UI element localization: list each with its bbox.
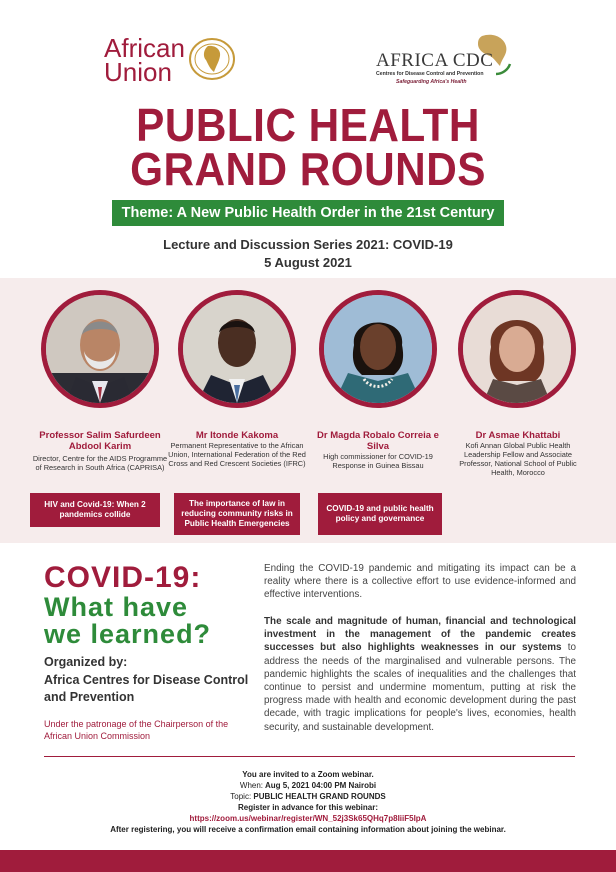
series-info <box>0 236 616 272</box>
africa-cdc-logo-title: AFRICA CDC <box>376 50 494 71</box>
intro-paragraph: Ending the COVID-19 pandemic and mitigating its impact can be a reality where there is a collective effort to use evidence-informed and effective interventions. <box>264 563 576 601</box>
covid-title: COVID-19: <box>44 561 202 594</box>
speaker-name-4: Dr Asmae Khattabi <box>475 430 561 441</box>
speaker-photo-2 <box>178 290 296 408</box>
webinar-topic <box>0 792 616 802</box>
topic-label: Topic: <box>230 792 252 801</box>
webinar-invite: You are invited to a Zoom webinar. <box>242 770 374 779</box>
topic-value: PUBLIC HEALTH GRAND ROUNDS <box>253 792 386 801</box>
talk-title-2: The importance of law in reducing community risks in Public Health Emergencies <box>174 493 300 535</box>
body-paragraph <box>264 615 576 734</box>
speaker-role-3: High commissioner for COVID-19 Response in Guinea Bissau <box>323 452 433 470</box>
speaker-photo-4 <box>458 290 576 408</box>
au-logo-line2: Union <box>104 57 172 87</box>
series-title: Lecture and Discussion Series 2021: COVID-19 <box>163 237 453 252</box>
au-logo-line1: African <box>104 33 185 63</box>
event-date: 5 August 2021 <box>264 255 352 270</box>
webinar-when <box>0 781 616 791</box>
section-divider <box>44 756 575 757</box>
talk-title-3: COVID-19 and public health policy and governance <box>318 493 442 535</box>
african-union-emblem-icon <box>186 36 238 82</box>
talk-title-1: HIV and Covid-19: When 2 pandemics collide <box>30 493 160 527</box>
speaker-role-4: Kofi Annan Global Public Health Leadership Fellow and Associate Professor, National School of Public Health, Morocco <box>459 441 577 477</box>
footer-bar <box>0 850 616 872</box>
theme-banner: Theme: A New Public Health Order in the 21st Century <box>112 200 504 226</box>
speaker-name-3: Dr Magda Robalo Correia e Silva <box>317 430 439 452</box>
covid-subtitle-line1: What have <box>44 592 189 622</box>
page-title <box>25 99 592 195</box>
when-value: Aug 5, 2021 04:00 PM Nairobi <box>264 781 377 790</box>
title-line2: GRAND ROUNDS <box>130 143 486 195</box>
confirmation-note: After registering, you will receive a confirmation email containing information about joining the webinar. <box>110 825 506 834</box>
patronage-note: Under the patronage of the Chairperson of the African Union Commission <box>44 719 229 741</box>
speaker-role-2: Permanent Representative to the African Union, International Federation of the Red Cross and Red Crescent Societies (IFRC) <box>168 441 306 468</box>
speaker-name-1: Professor Salim Safurdeen Abdool Karim <box>39 430 161 452</box>
covid-subtitle <box>44 594 211 648</box>
covid-subtitle-line2: we learned? <box>44 619 212 649</box>
organizer-name: Africa Centres for Disease Control and Prevention <box>44 673 249 704</box>
body-paragraph-rest: to address the needs of the marginalised and vulnerable persons. The pandemic highlights the scales of inequalities and the challenges that continue to persist and undermine momentum, putting at risk the progress made with health and economic development during the past decade, with tragic implications for people's lives, economies, health security, and sustainable development. <box>264 642 576 733</box>
title-line1: PUBLIC HEALTH <box>136 99 480 151</box>
speaker-name-2: Mr Itonde Kakoma <box>195 430 279 441</box>
when-label: When: <box>239 781 264 790</box>
webinar-registration-link[interactable]: https://zoom.us/webinar/register/WN_52j3Sk65QHq7p8IiiF5IpA <box>189 814 427 823</box>
africa-cdc-logo-subtitle: Centres for Disease Control and Prevention <box>376 71 484 77</box>
speaker-photo-3 <box>319 290 437 408</box>
body-paragraph-bold: The scale and magnitude of human, financial and technological investment in the management of the pandemic creates successes but also highlights weaknesses in our systems <box>264 616 576 654</box>
speaker-role-1: Director, Centre for the AIDS Programme of Research in South Africa (CAPRISA) <box>32 454 168 472</box>
speaker-photo-1 <box>41 290 159 408</box>
africa-cdc-logo-tagline: Safeguarding Africa's Health <box>396 79 467 85</box>
register-text: Register in advance for this webinar: <box>237 803 379 812</box>
african-union-logo-text <box>104 33 185 87</box>
organized-by-label: Organized by: <box>44 655 128 669</box>
webinar-link-row <box>0 814 616 824</box>
